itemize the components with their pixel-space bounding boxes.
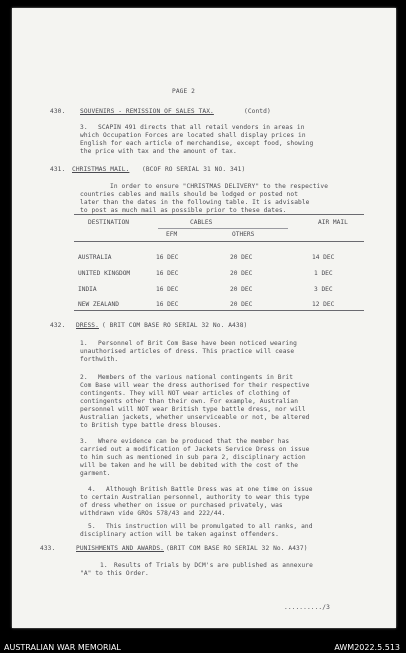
row-air-mail: 12 DEC [312,301,335,308]
row-destination: AUSTRALIA [78,254,112,261]
para-number: 1. [80,340,88,347]
para-line: garment. [80,470,111,477]
row-destination: NEW ZEALAND [78,301,119,308]
row-air-mail: 1 DEC [314,270,333,277]
row-others: 20 DEC [230,286,253,293]
row-efm: 16 DEC [156,286,179,293]
section-430-line-4: the price with tax and the amount of tax. [80,148,237,155]
para-line: contingents other than their own. For example, Australian [80,398,299,405]
table-header-destination: DESTINATION [88,219,129,226]
table-header-others: OTHERS [232,231,255,238]
para-line: will be taken and he will be debited with the cost of the [80,462,299,469]
para-number: 2. [80,374,88,381]
row-others: 20 DEC [230,301,253,308]
row-others: 20 DEC [230,254,253,261]
para-line: of dress whether on issue or purchased privately, was [80,502,283,509]
para-line: unauthorised articles of dress. This practice will cease [80,348,295,355]
table-header-cables: CABLES [190,219,213,226]
para-line: disciplinary action will be taken against offenders. [80,531,279,538]
footer-institution: AUSTRALIAN WAR MEMORIAL [4,643,121,652]
archive-footer [0,632,406,653]
table-bottom-rule [74,310,364,311]
para-line: to British type battle dress blouses. [80,422,222,429]
section-433-line-1: Results of Trials by DCM's are published as annexure [114,562,313,569]
para-line: Australian jackets, whether unserviceable or not, be altered [80,414,310,421]
para-number: 4. [88,486,96,493]
section-430-line-2: which Occupation Forces are located shall display prices in [80,132,306,139]
section-430-title: SOUVENIRS - REMISSION OF SALES TAX. [80,108,214,115]
section-433-para-number: 1. [100,562,108,569]
table-top-rule [74,214,364,215]
para-line: This instruction will be promulgated to all ranks, and [106,523,313,530]
section-432-number: 432. [50,322,66,329]
section-431-line-2: countries cables and mails should be lodged or posted not [80,191,299,198]
row-efm: 16 DEC [156,301,179,308]
section-431-suffix: (BCOF RO SERIAL 31 NO. 341) [142,166,246,173]
section-430-para-number: 3. [80,124,88,131]
section-430-line-3: English for each article of merchandise, except food, showing [80,140,314,147]
para-number: 3. [80,438,88,445]
section-431-title: CHRISTMAS MAIL. [72,166,130,173]
para-line: Where evidence can be produced that the member has [98,438,290,445]
para-line: forthwith. [80,356,119,363]
table-header-efm: EFM [166,231,178,238]
para-line: withdrawn vide GROs 578/43 and 222/44. [80,510,226,517]
section-431-line-3: later than the dates in the following table. It is advisable [80,199,310,206]
table-header-rule [74,241,364,242]
para-line: to certain Australian personnel, authority to wear this type [80,494,310,501]
section-431-line-1: In order to ensure "CHRISTMAS DELIVERY" to the respective [110,183,329,190]
para-number: 5. [88,523,96,530]
row-efm: 16 DEC [156,270,179,277]
footer-accession-number: AWM2022.5.513 [334,643,400,652]
table-header-air-mail: AIR MAIL [318,219,348,226]
para-line: Com Base will wear the dress authorised for their respective [80,382,310,389]
row-destination: INDIA [78,286,97,293]
section-430-number: 430. [50,108,66,115]
row-others: 20 DEC [230,270,253,277]
document-page [12,8,396,628]
section-430-suffix: (Contd) [244,108,271,115]
page-label: PAGE 2 [172,88,195,95]
row-air-mail: 3 DEC [314,286,333,293]
para-line: Personnel of Brit Com Base have been noticed wearing [98,340,297,347]
row-destination: UNITED KINGDOM [78,270,131,277]
para-line: contingents. They will NOT wear articles of clothing of [80,390,291,397]
section-431-line-4: to post as much mail as possible prior to these dates. [80,207,287,214]
para-line: Members of the various national contingents in Brit [98,374,294,381]
section-430-line-1: SCAPIN 491 directs that all retail vendors in areas in [98,124,305,131]
continuation-marker: ........../3 [284,604,330,611]
section-431-number: 431. [50,166,66,173]
section-433-line-2: "A" to this Order. [80,570,149,577]
section-433-number: 433. [40,545,56,552]
para-line: to him such as mentioned in sub para 2, disciplinary action [80,454,306,461]
row-air-mail: 14 DEC [312,254,335,261]
para-line: carried out a modification of Jackets Service Dress on issue [80,446,310,453]
para-line: Although British Battle Dress was at one time on issue [106,486,313,493]
section-432-title: DRESS. [76,322,99,329]
row-efm: 16 DEC [156,254,179,261]
para-line: personnel will NOT wear British type battle dress, nor will [80,406,306,413]
section-432-suffix: ( BRIT COM BASE RO SERIAL 32 No. A438) [102,322,248,329]
section-433-title: PUNISHMENTS AND AWARDS. [76,545,164,552]
cables-underline [158,228,288,229]
section-433-suffix: (BRIT COM BASE RO SERIAL 32 No. A437) [166,545,308,552]
